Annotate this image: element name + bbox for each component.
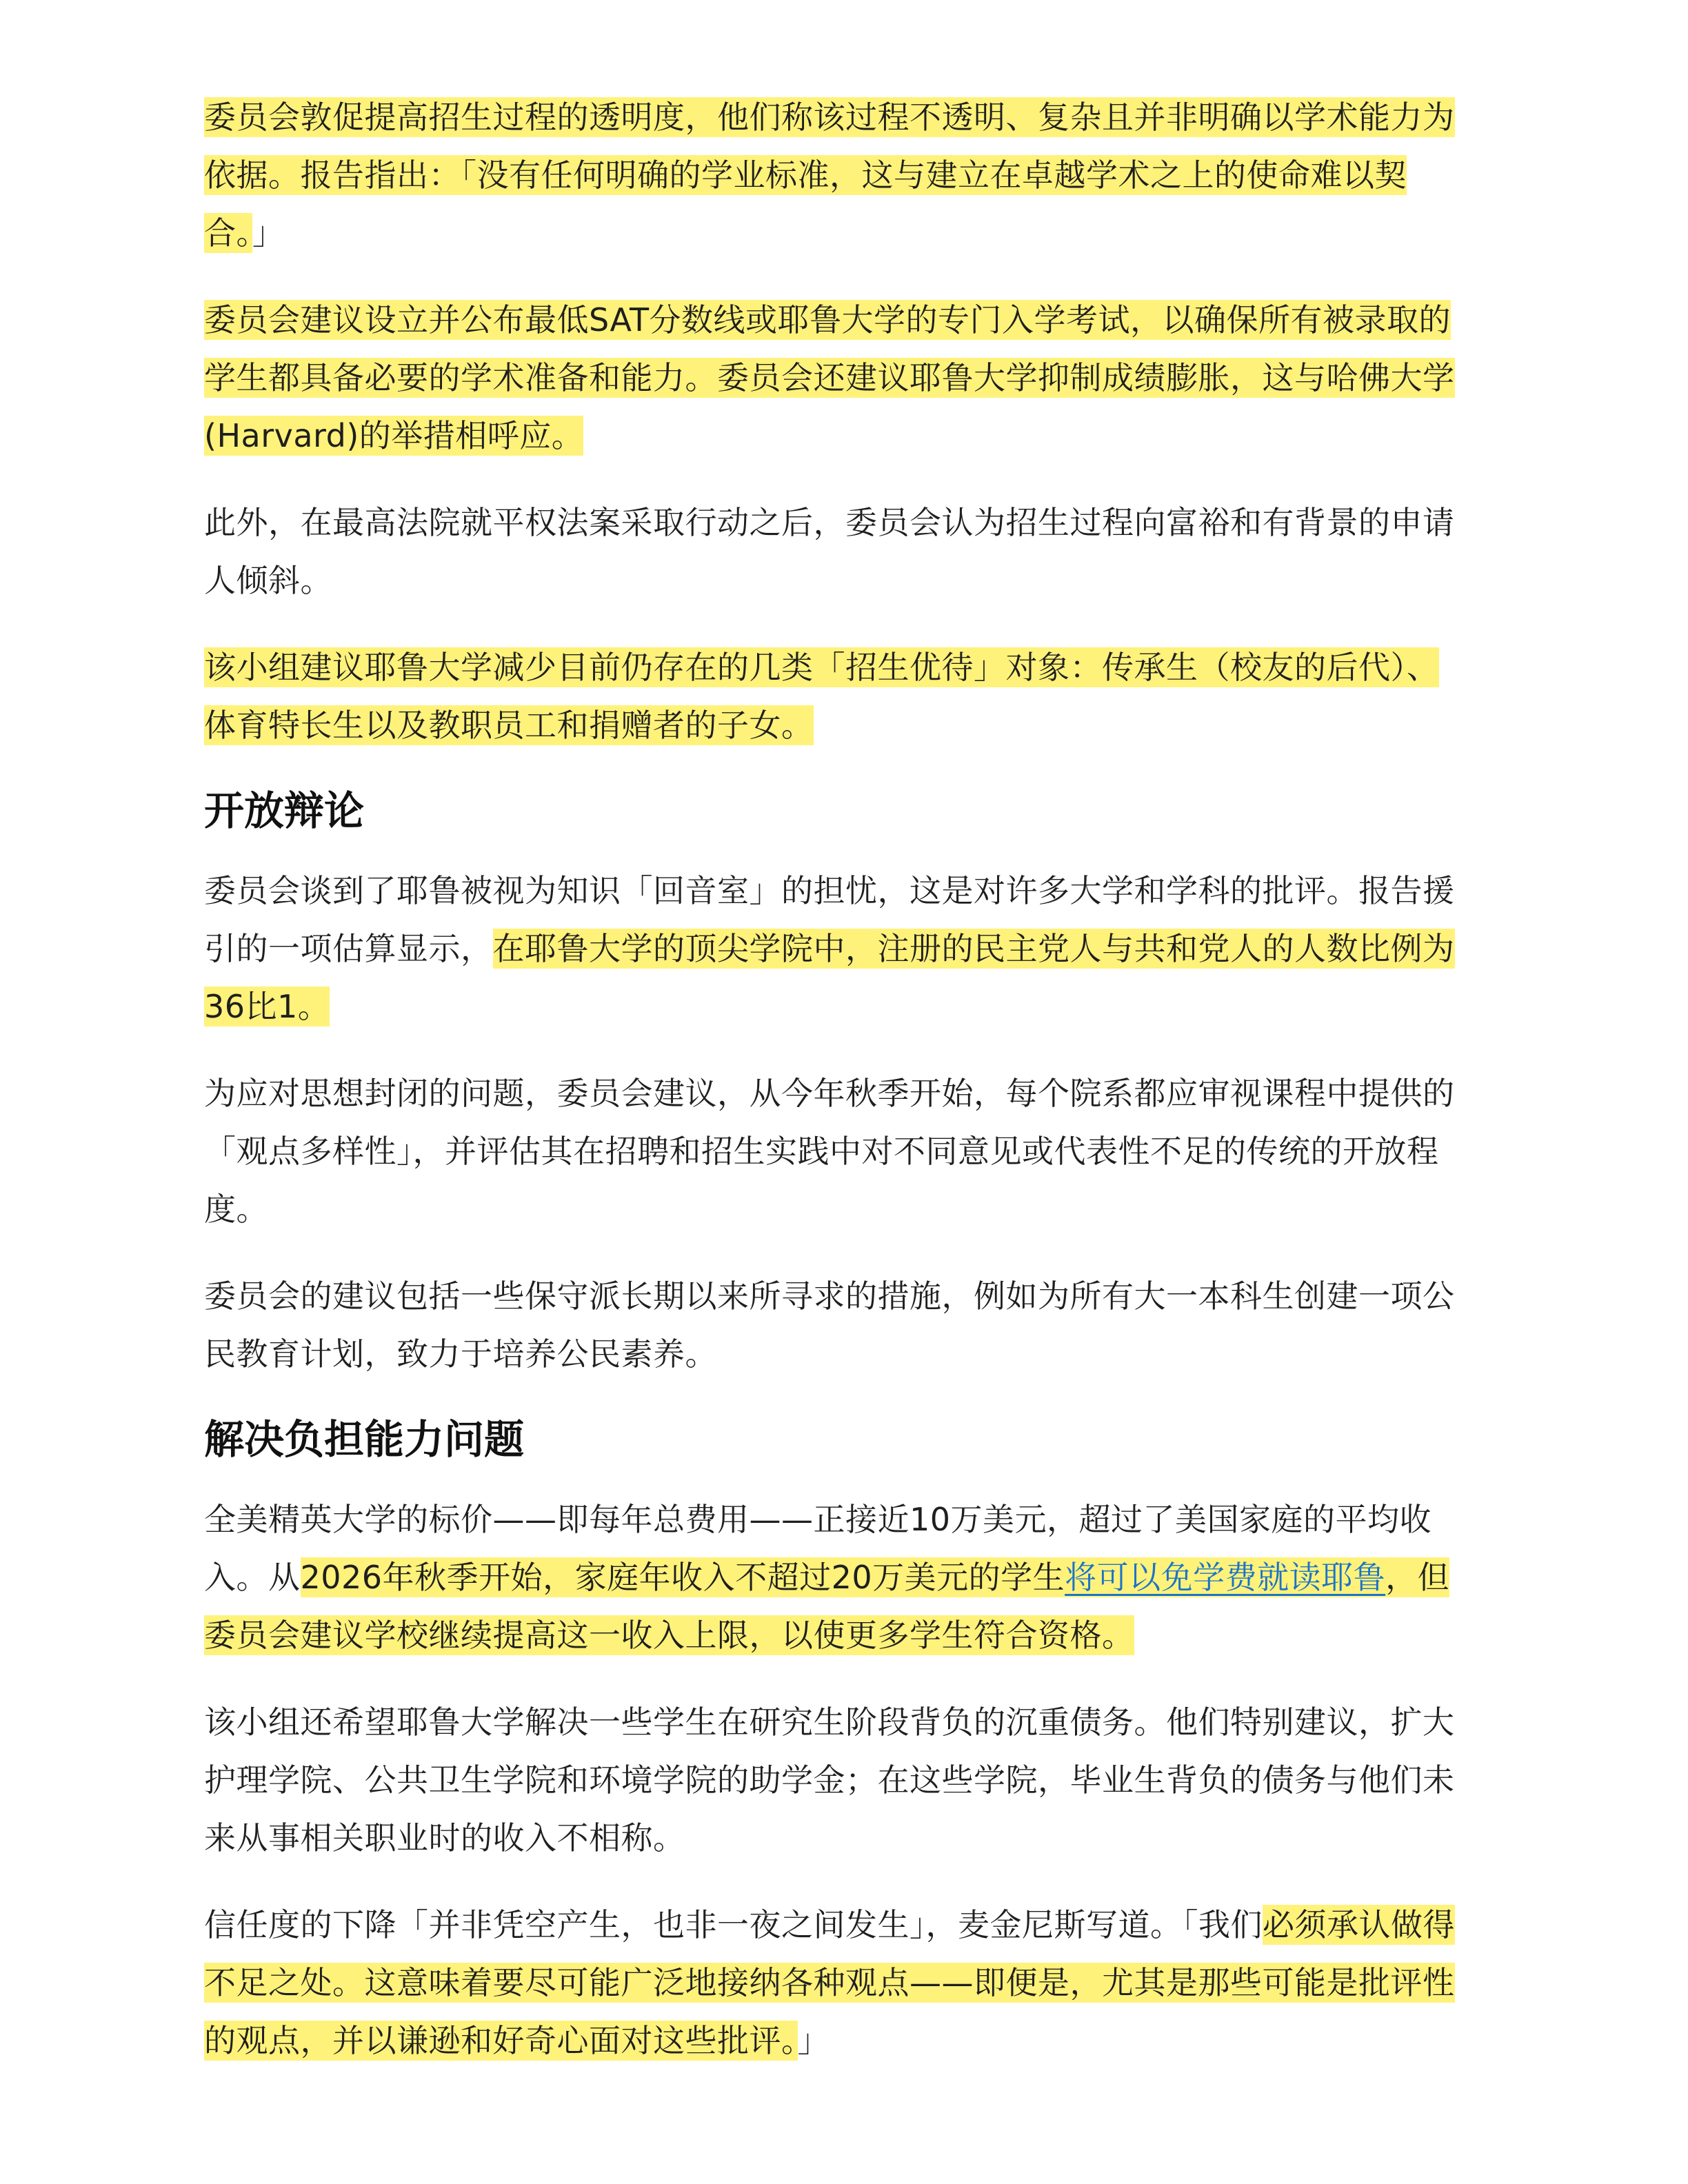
section-heading-open-debate: 开放辩论	[204, 787, 365, 834]
paragraph-tuition-cost	[204, 1490, 1467, 1664]
paragraph-affirmative-action	[204, 494, 1467, 609]
paragraph-text: 委员会的建议包括一些保守派长期以来所寻求的措施，例如为所有大一本科生创建一项公民教育计划，致力于培养公民素养。	[204, 1277, 1455, 1373]
paragraph-viewpoint-diversity	[204, 1064, 1467, 1238]
highlighted-text: 委员会建议设立并公布最低SAT分数线或耶鲁大学的专门入学考试，以确保所有被录取的学生都具备必要的学术准备和能力。委员会还建议耶鲁大学抑制成绩膨胀，这与哈佛大学(Harvard)的举措相呼应。	[204, 301, 1455, 454]
article-body	[204, 88, 1467, 2099]
paragraph-text: 」	[797, 2022, 830, 2059]
paragraph-graduate-debt	[204, 1693, 1467, 1867]
paragraph-text: 为应对思想封闭的问题，委员会建议，从今年秋季开始，每个院系都应审视课程中提供的「观点多样性」，并评估其在招聘和招生实践中对不同意见或代表性不足的传统的开放程度。	[204, 1075, 1455, 1228]
highlighted-text-part: 2026年秋季开始，家庭年收入不超过20万美元的学生	[300, 1559, 1065, 1596]
paragraph-text: 信任度的下降「并非凭空产生，也非一夜之间发生」，麦金尼斯写道。「我们	[204, 1906, 1263, 1943]
paragraph-text: 委员会谈到了耶鲁被视为知识「回音室」的担忧，这是对许多大学和学科的批评。报告援引的一项估算显示，	[204, 872, 1455, 967]
paragraph-text: 此外，在最高法院就平权法案采取行动之后，委员会认为招生过程向富裕和有背景的申请人倾斜。	[204, 504, 1455, 599]
paragraph-text: 该小组还希望耶鲁大学解决一些学生在研究生阶段背负的沉重债务。他们特别建议，扩大护理学院、公共卫生学院和环境学院的助学金；在这些学院，毕业生背负的债务与他们未来从事相关职业时的收入不相称。	[204, 1703, 1455, 1857]
paragraph-text: 」	[252, 214, 285, 252]
paragraph-trust-decline	[204, 1896, 1467, 2070]
paragraph-sat-threshold	[204, 291, 1467, 465]
highlighted-text: 该小组建议耶鲁大学减少目前仍存在的几类「招生优待」对象：传承生（校友的后代）、体育特长生以及教职员工和捐赠者的子女。	[204, 649, 1439, 744]
paragraph-admission-preferences	[204, 638, 1467, 754]
highlighted-text: 必须承认做得不足之处。这意味着要尽可能广泛地接纳各种观点——即便是，尤其是那些可能是批评性的观点，并以谦逊和好奇心面对这些批评。	[204, 1906, 1455, 2059]
highlighted-text-part: ，但委员会建议学校继续提高这一收入上限，以使更多学生符合资格。	[204, 1559, 1450, 1654]
free-tuition-link[interactable]: 将可以免学费就读耶鲁	[1065, 1559, 1386, 1596]
paragraph-text: 全美精英大学的标价——即每年总费用——正接近10万美元，超过了美国家庭的平均收入。从	[204, 1501, 1432, 1596]
paragraph-echo-chamber	[204, 862, 1467, 1035]
section-heading-affordability: 解决负担能力问题	[204, 1416, 525, 1463]
paragraph-civic-education	[204, 1267, 1467, 1383]
paragraph-transparency	[204, 88, 1467, 262]
highlighted-text	[204, 1557, 1449, 1655]
highlighted-text: 在耶鲁大学的顶尖学院中，注册的民主党人与共和党人的人数比例为36比1。	[204, 930, 1455, 1025]
highlighted-text: 委员会敦促提高招生过程的透明度，他们称该过程不透明、复杂且并非明确以学术能力为依据。报告指出：「没有任何明确的学业标准，这与建立在卓越学术之上的使命难以契合。	[204, 99, 1455, 252]
